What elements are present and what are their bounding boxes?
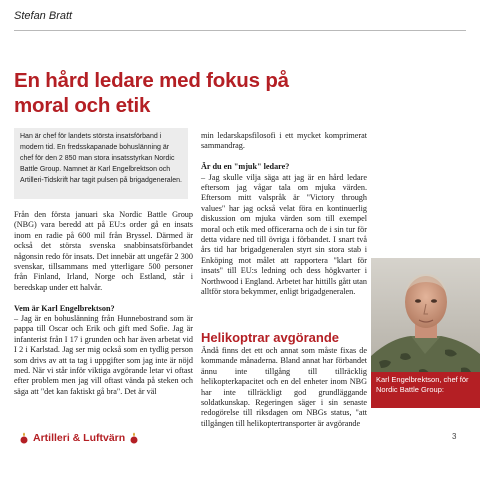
grenade-emblem-icon [18,432,30,444]
article-column-1 [14,210,193,408]
publication-logo [18,432,140,444]
paragraph: – Jag skulle vilja säga att jag är en hård ledare eftersom jag vågar tala om mjuka värden. Eftersom mitt valspråk är "Victory through values" har jag också velat föra en kontinuerlig diskussion om mjuka värden som till exempel moral och etik med officerarna och de i sin tur för detta vidare ned till övriga i förbandet. I snart två års tid har brigadgeneralen styrt sin stora stab i Enköping mot målet att rapportera "klart för insats" till EU:s ledning och dess högkvarter i Northwood i England. Arbetet har hittills gått utan alltför stora bekymmer, enligt brigadgeneralen. [201,172,367,297]
paragraph: min ledarskapsfilosofi i ett mycket komprimerat sammandrag. [201,131,367,151]
paragraph: – Jag är en bohuslänning från Hunnebostrand som är pappa till Oscar och Erik och gift med Sofie. Jag är infanterist från I 17 i grunden och har även arbetat vid I 2 i Karlstad. Jag ser mig också som en tydlig person som drivs av att ta tag i uppgifter som jag inte är nöjd med. När vi står inför viktiga avgörande letar vi oftast efter problem men jag vill oftast vända på steken och säga att "det kan faktiskt gå bra". Det är väl [14,314,193,396]
photo-caption: Karl Engelbrektson, chef för Nordic Battle Group: [371,372,480,408]
paragraph: Ändå finns det ett och annat som måste fixas de kommande månaderna. Bland annat har förbandet ännu inte tillgång till tillräcklig helikopterkapacitet och en del enheter inom NBG har inte tillräckligt god grundläggande soldatkunskap. Regeringen säger i sin senaste redogörelse till riksdagen om NBGs status, "att tillgången till helikoptertransporter är avgörande [201,346,367,428]
paragraph: Från den första januari ska Nordic Battle Group (NBG) vara beredd att på EU:s order gå en insats inom en radie på 600 mil från Bryssel. Därmed är också det största svenska snabbinsatsförbandet någonsin redo för insats. Det innebär att ungefär 2 300 svenskar, tillsammans med ytterligare 500 personer från Finland, Irland, Norge och Estland, står i beredskap under ett halvår. [14,210,193,292]
section-heading: Helikoptrar avgörande [201,330,339,345]
interview-question: Vem är Karl Engelbrektson? [14,303,115,313]
publication-logo-text: Artilleri & Luftvärn [33,432,126,444]
article-column-3 [201,346,367,440]
article-column-2 [201,131,367,308]
top-divider [14,30,466,31]
page-title: En hård ledare med fokus på moral och etik [14,69,289,117]
intro-box: Han är chef för landets största insatsförband i modern tid. En fredsskapanade bohuslänning är chef för den 2 850 man stora insatsstyrkan Nordic Battle Group. Namnet är Karl Engelbrektson och Artilleri-Tidskrift har tagit pulsen på brigadgeneralen. [14,128,188,199]
page-number: 3 [452,432,457,441]
byline: Stefan Bratt [14,10,73,22]
interview-question: Är du en "mjuk" ledare? [201,162,290,172]
grenade-emblem-icon [128,432,140,444]
